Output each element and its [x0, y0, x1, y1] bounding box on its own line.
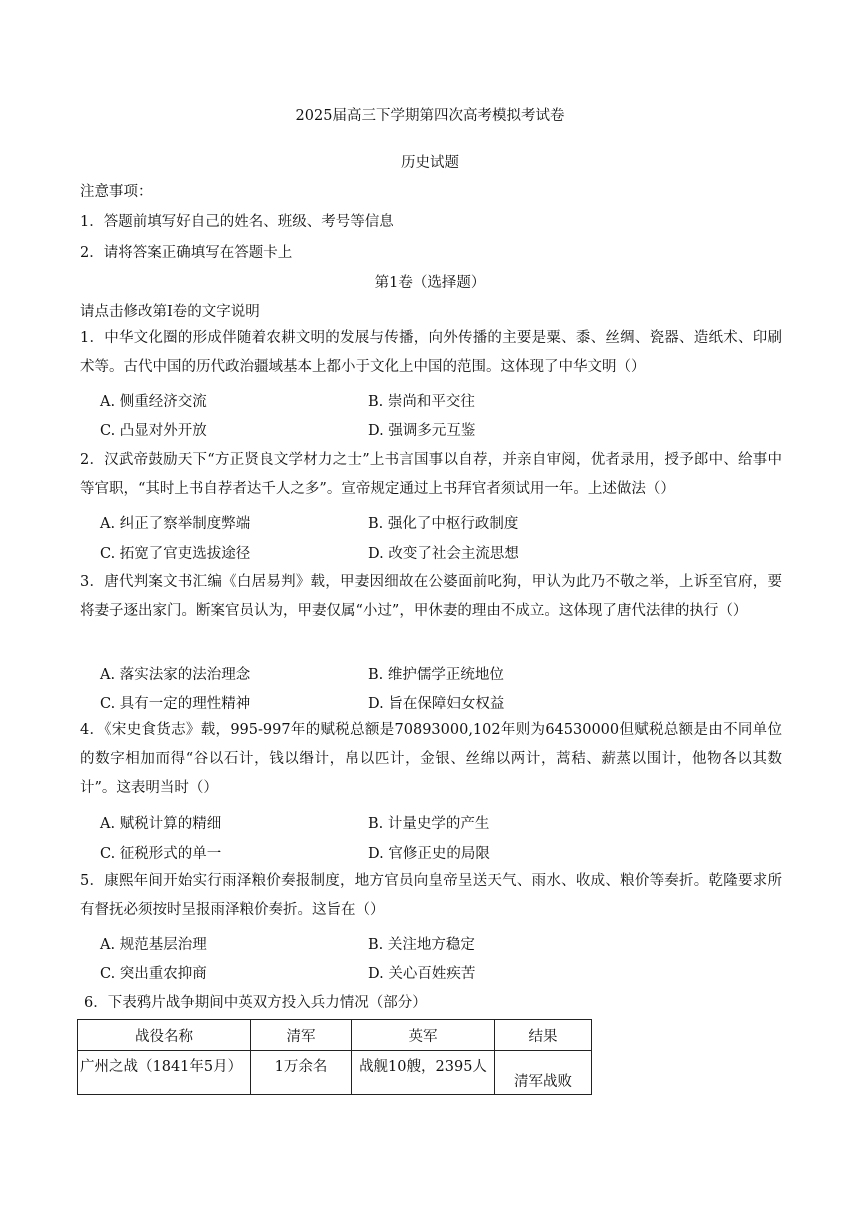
question-1-option-b[interactable]: B. 崇尚和平交往 [368, 394, 475, 410]
table-row [78, 1051, 592, 1095]
subject-title: 历史试题 [401, 155, 459, 171]
question-2-option-b[interactable]: B. 强化了中枢行政制度 [368, 516, 519, 532]
question-5-option-b[interactable]: B. 关注地方稳定 [368, 937, 475, 953]
table-cell: 战舰10艘，2395人 [352, 1051, 495, 1095]
table-cell: 广州之战（1841年5月） [78, 1051, 251, 1095]
question-1-option-a[interactable]: A. 侧重经济交流 [100, 394, 207, 410]
question-2-option-d[interactable]: D. 改变了社会主流思想 [368, 546, 519, 562]
question-5-option-a[interactable]: A. 规范基层治理 [100, 937, 207, 953]
question-1-option-d[interactable]: D. 强调多元互鉴 [368, 423, 476, 439]
question-3-option-b[interactable]: B. 维护儒学正统地位 [368, 667, 504, 683]
question-5-stem: 5．康熙年间开始实行雨泽粮价奏报制度，地方官员向皇帝呈送天气、雨水、收成、粮价等奏折。乾隆要求所有督抚必须按时呈报雨泽粮价奏折。这旨在（） [80, 873, 782, 918]
question-2-stem: 2．汉武帝鼓励天下“方正贤良文学材力之士”上书言国事以自荐，并亲自审阅，优者录用，授予郎中、给事中等官职，“其时上书自荐者达千人之多”。宣帝规定通过上书拜官者须试用一年。上述做法（） [80, 452, 782, 497]
question-3-option-c[interactable]: C. 具有一定的理性精神 [100, 696, 251, 712]
question-3-stem: 3．唐代判案文书汇编《白居易判》载，甲妻因细故在公婆面前叱狗，甲认为此乃不敬之举，上诉至官府，要将妻子逐出家门。断案官员认为，甲妻仅属“小过”，甲休妻的理由不成立。这体现了唐代法律的执行（） [80, 574, 782, 619]
question-4-stem: 4．《宋史食货志》载，995-997年的赋税总额是70893000,102年则为64530000但赋税总额是由不同单位的数字相加而得“谷以石计，钱以缗计，帛以匹计，金银、丝绵以两计，蒿秸、薪蒸以围计，他物各以其数计”。这表明当时（） [80, 722, 782, 796]
table-header: 战役名称 [78, 1020, 251, 1051]
question-4-option-a[interactable]: A. 赋税计算的精细 [100, 816, 222, 832]
table-cell: 清军战败 [495, 1051, 592, 1095]
table-header-row [78, 1020, 592, 1051]
question-6-stem: 6．下表鸦片战争期间中英双方投入兵力情况（部分） [84, 995, 427, 1011]
question-2-option-a[interactable]: A. 纠正了察举制度弊端 [100, 516, 251, 532]
question-2-option-c[interactable]: C. 拓宽了官吏选拔途径 [100, 546, 251, 562]
question-1-option-c[interactable]: C. 凸显对外开放 [100, 423, 207, 439]
exam-title: 2025届高三下学期第四次高考模拟考试卷 [295, 108, 565, 124]
table-header: 清军 [251, 1020, 352, 1051]
question-4-option-c[interactable]: C. 征税形式的单一 [100, 846, 222, 862]
question-1-stem: 1．中华文化圈的形成伴随着农耕文明的发展与传播，向外传播的主要是粟、黍、丝绸、瓷器、造纸术、印刷术等。古代中国的历代政治疆域基本上都小于文化上中国的范围。这体现了中华文明（） [80, 330, 782, 375]
question-4-option-b[interactable]: B. 计量史学的产生 [368, 816, 490, 832]
section-note[interactable]: 请点击修改第I卷的文字说明 [80, 304, 260, 320]
table-header: 英军 [352, 1020, 495, 1051]
question-5-option-c[interactable]: C. 突出重农抑商 [100, 966, 207, 982]
question-4-option-d[interactable]: D. 官修正史的局限 [368, 846, 490, 862]
notice-item: 1．答题前填写好自己的姓名、班级、考号等信息 [80, 214, 394, 230]
table-header: 结果 [495, 1020, 592, 1051]
question-3-option-d[interactable]: D. 旨在保障妇女权益 [368, 696, 505, 712]
notice-item: 2．请将答案正确填写在答题卡上 [80, 245, 293, 261]
section-title: 第1卷（选择题） [374, 275, 486, 291]
table-cell: 1万余名 [251, 1051, 352, 1095]
battle-forces-table [77, 1019, 592, 1095]
question-5-option-d[interactable]: D. 关心百姓疾苦 [368, 966, 476, 982]
question-3-option-a[interactable]: A. 落实法家的法治理念 [100, 667, 251, 683]
notice-heading: 注意事项： [80, 184, 153, 200]
